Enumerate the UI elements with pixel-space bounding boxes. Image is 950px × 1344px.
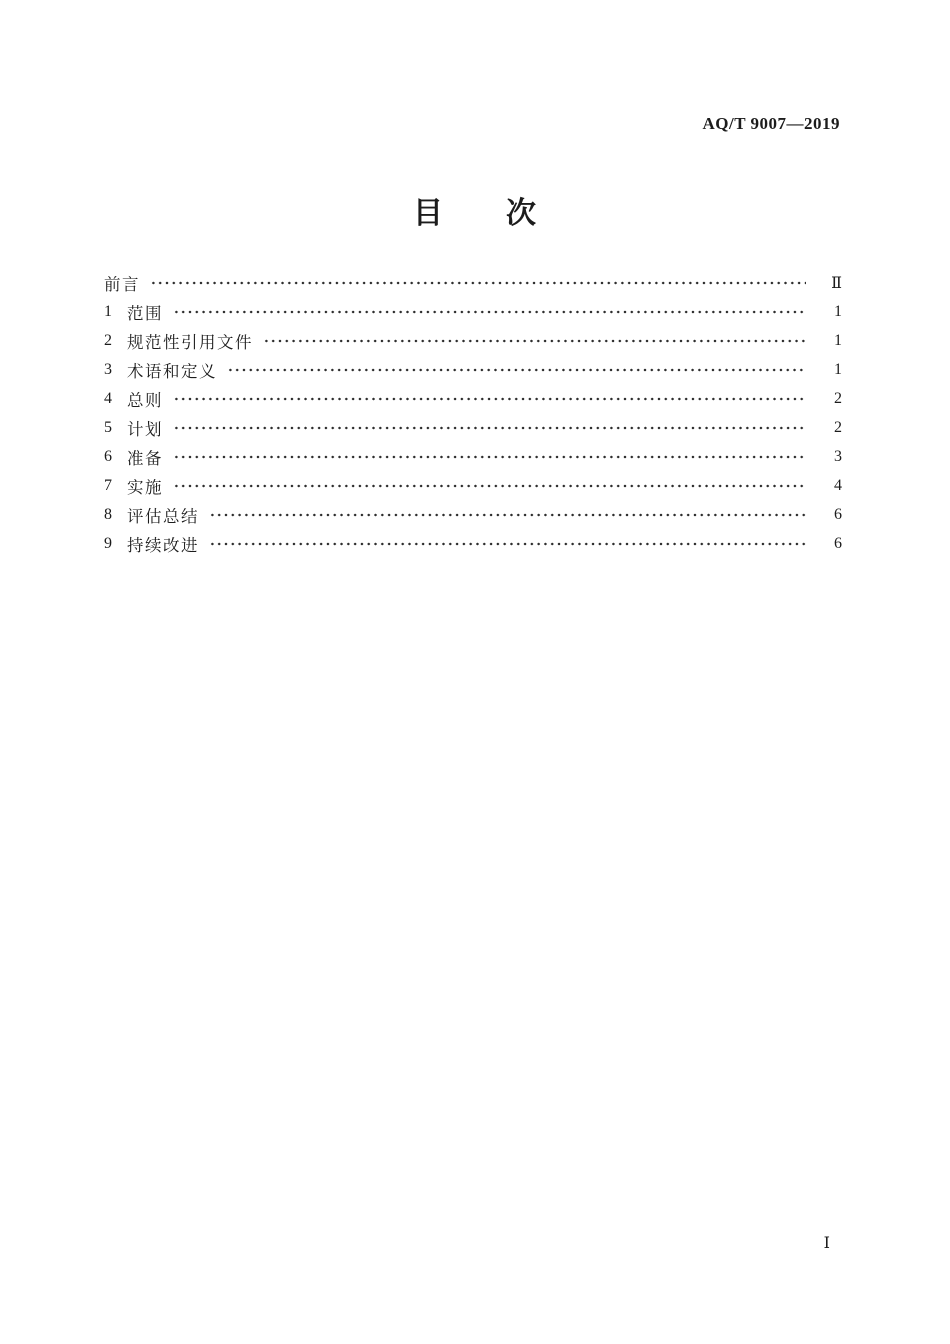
toc-leader-dots xyxy=(209,500,806,529)
toc-entry-page: 1 xyxy=(834,302,842,320)
toc-entry xyxy=(104,529,842,558)
table-of-contents xyxy=(104,268,842,558)
toc-entry xyxy=(104,500,842,529)
toc-entry-number: 6 xyxy=(104,447,112,465)
toc-leader-dots xyxy=(173,297,806,326)
toc-entry xyxy=(104,471,842,500)
toc-entry-label: 实施 xyxy=(127,477,163,497)
toc-entry-label: 规范性引用文件 xyxy=(127,332,253,352)
toc-leader-dots xyxy=(209,529,806,558)
toc-entry-page: 1 xyxy=(834,360,842,378)
toc-entry-number: 4 xyxy=(104,389,112,407)
toc-entry xyxy=(104,413,842,442)
toc-entry-page: 2 xyxy=(834,418,842,436)
toc-leader-dots xyxy=(173,471,806,500)
toc-entry-label: 持续改进 xyxy=(127,535,199,555)
toc-entry-page: 1 xyxy=(834,331,842,349)
toc-leader-dots xyxy=(173,384,806,413)
toc-entry-label: 计划 xyxy=(127,419,163,439)
toc-entry-number: 3 xyxy=(104,360,112,378)
toc-leader-dots xyxy=(173,413,806,442)
toc-entry-number: 9 xyxy=(104,534,112,552)
toc-leader-dots xyxy=(150,268,806,297)
toc-entry-page: Ⅱ xyxy=(831,274,842,292)
toc-entry-number: 5 xyxy=(104,418,112,436)
toc-entry xyxy=(104,268,842,297)
toc-leader-dots xyxy=(263,326,806,355)
toc-entry xyxy=(104,297,842,326)
toc-entry-page: 6 xyxy=(834,534,842,552)
toc-entry-label: 术语和定义 xyxy=(127,361,217,381)
toc-entry-page: 2 xyxy=(834,389,842,407)
toc-leader-dots xyxy=(173,442,806,471)
toc-entry-label: 总则 xyxy=(127,390,163,410)
toc-entry-label: 评估总结 xyxy=(127,506,199,526)
toc-entry-label: 准备 xyxy=(127,448,163,468)
toc-entry-page: 3 xyxy=(834,447,842,465)
toc-entry xyxy=(104,355,842,384)
toc-entry xyxy=(104,326,842,355)
toc-entry xyxy=(104,442,842,471)
toc-entry-page: 6 xyxy=(834,505,842,523)
toc-entry-page: 4 xyxy=(834,476,842,494)
toc-entry-label: 前言 xyxy=(104,274,140,294)
toc-entry xyxy=(104,384,842,413)
toc-entry-number: 8 xyxy=(104,505,112,523)
toc-entry-number: 2 xyxy=(104,331,112,349)
toc-leader-dots xyxy=(227,355,806,384)
footer-page-number: Ⅰ xyxy=(823,1235,830,1252)
toc-entry-number: 7 xyxy=(104,476,112,494)
standard-code: AQ/T 9007—2019 xyxy=(702,114,840,133)
toc-entry-label: 范围 xyxy=(127,303,163,323)
page-title: 目 次 xyxy=(413,197,537,230)
toc-entry-number: 1 xyxy=(104,302,112,320)
